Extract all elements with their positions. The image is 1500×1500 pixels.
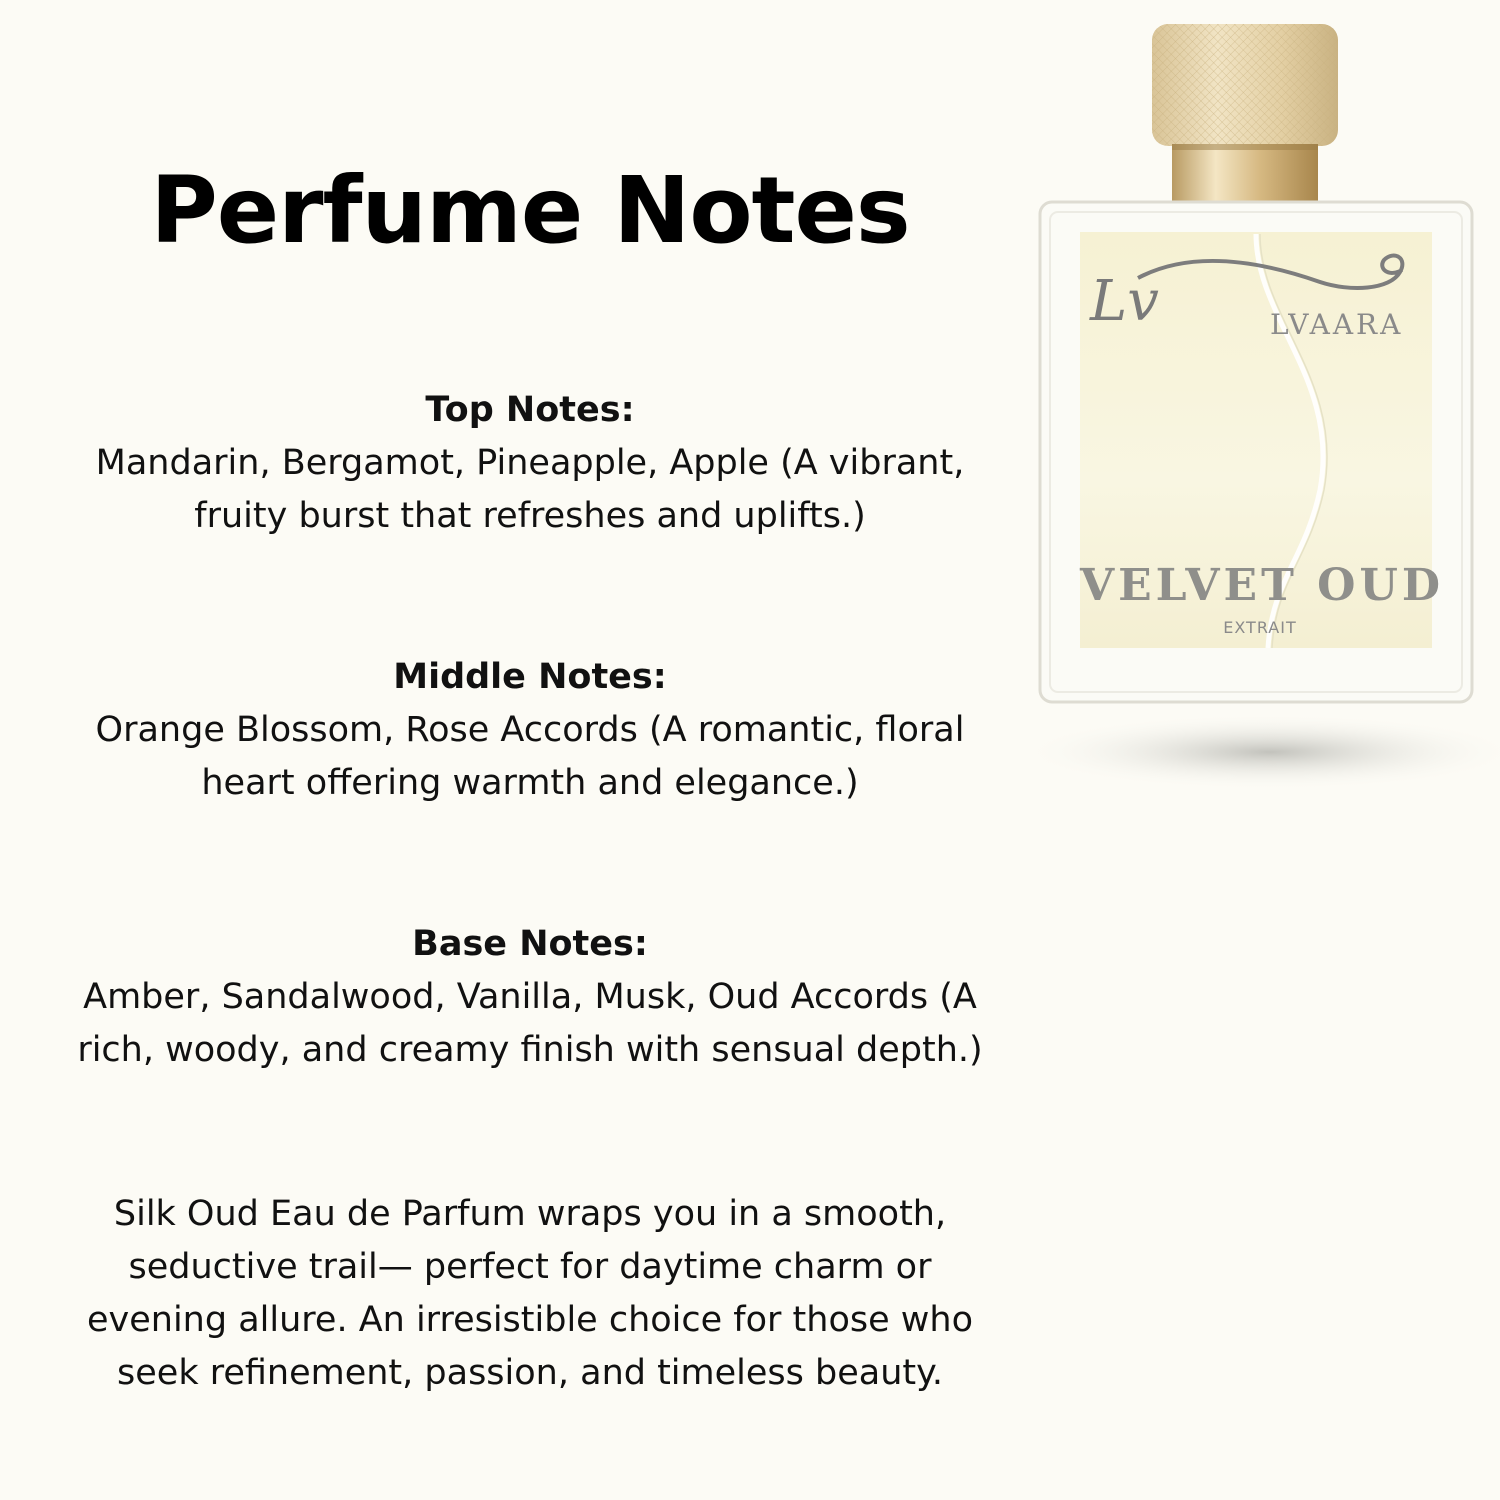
middle-notes-text: Orange Blossom, Rose Accords (A romantic, floral heart offering warmth and elegance.) [95, 710, 965, 803]
brand-name: LVAARA [1270, 308, 1404, 341]
product-name: VELVET OUD [1080, 560, 1444, 611]
bottle-shadow [1020, 714, 1500, 790]
base-notes-heading: Base Notes: [412, 924, 648, 964]
product-description: Silk Oud Eau de Parfum wraps you in a smooth, seductive trail— perfect for daytime charm or evening allure. An irresistible choice for those who seek refinement, passion, and timeless beauty. [87, 1194, 973, 1393]
logo-monogram: Lv [1090, 269, 1159, 334]
product-concentration: EXTRAIT [1223, 618, 1297, 637]
top-notes-text: Mandarin, Bergamot, Pineapple, Apple (A vibrant, fruity burst that refreshes and uplifts.) [95, 443, 965, 536]
perfume-bottle-image [1010, 20, 1500, 800]
top-notes-heading: Top Notes: [425, 390, 635, 430]
base-notes-section [30, 918, 1030, 1077]
middle-notes-section [30, 651, 1030, 810]
perfume-bottle-graphic [1010, 20, 1500, 800]
page-title: Perfume Notes [150, 157, 910, 264]
base-notes-text: Amber, Sandalwood, Vanilla, Musk, Oud Accords (A rich, woody, and creamy finish with sensual depth.) [77, 977, 983, 1070]
bottle-collar [1172, 144, 1318, 202]
middle-notes-heading: Middle Notes: [393, 657, 667, 697]
top-notes-section [30, 384, 1030, 543]
